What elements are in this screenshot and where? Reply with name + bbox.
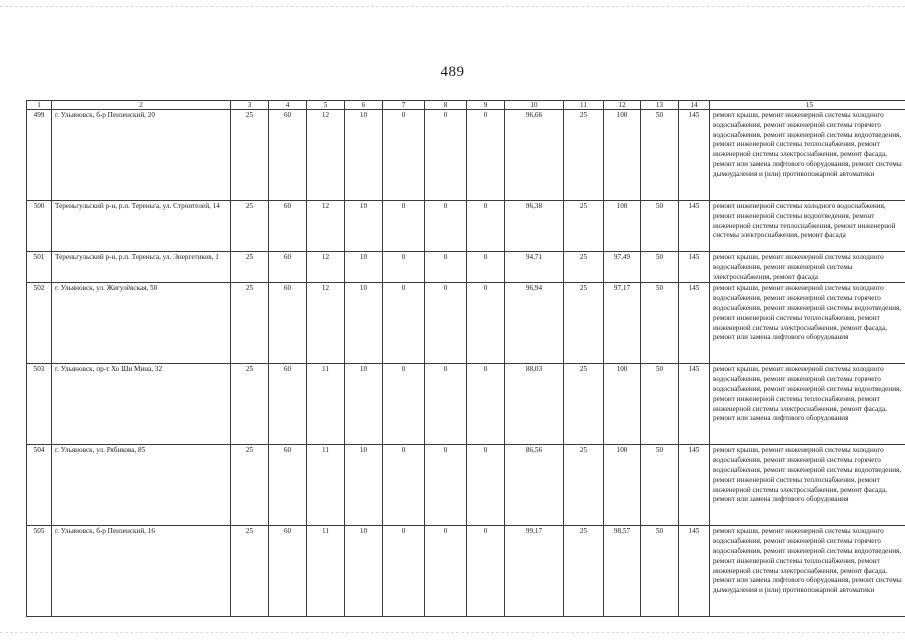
cell-col6: 10 — [345, 201, 383, 252]
address-cell: г. Ульяновск, б-р Пензенский, 16 — [52, 526, 231, 617]
cell-col9: 0 — [467, 445, 505, 526]
cell-col11: 25 — [564, 526, 604, 617]
works-cell: ремонт крыши, ремонт инженерной системы холодного водоснабжения, ремонт инженерной системы электроснабжения, ремонт фасада — [710, 252, 905, 283]
column-header-2: 2 — [52, 101, 231, 110]
row-number: 505 — [27, 526, 52, 617]
works-cell: ремонт крыши, ремонт инженерной системы холодного водоснабжения, ремонт инженерной системы горячего водоснабжения, ремонт инженерной системы водоотведения, ремонт инженерной системы теплоснабжения, ремонт инженерной системы электроснабжения, ремонт фасада, ремонт или замена лифтового оборудования — [710, 283, 905, 364]
address-cell: г. Ульяновск, ул. Жигулёвская, 50 — [52, 283, 231, 364]
cell-col8: 0 — [425, 201, 467, 252]
table-row — [27, 110, 905, 201]
cell-col7: 0 — [383, 364, 425, 445]
row-number: 500 — [27, 201, 52, 252]
table-row — [27, 283, 905, 364]
cell-col3: 25 — [231, 445, 269, 526]
cell-col4: 60 — [269, 526, 307, 617]
cell-col7: 0 — [383, 110, 425, 201]
cell-col8: 0 — [425, 364, 467, 445]
cell-col4: 60 — [269, 110, 307, 201]
address-cell: Тереньгульский р-н, р.п. Тереньга, ул. Энергетиков, 1 — [52, 252, 231, 283]
cell-col4: 60 — [269, 252, 307, 283]
cell-col9: 0 — [467, 201, 505, 252]
table-row — [27, 201, 905, 252]
cell-col13: 50 — [641, 110, 679, 201]
column-header-15: 15 — [710, 101, 905, 110]
cell-col8: 0 — [425, 445, 467, 526]
cell-col10: 94,71 — [505, 252, 564, 283]
cell-col4: 60 — [269, 364, 307, 445]
table-row — [27, 526, 905, 617]
cell-col12: 97,49 — [604, 252, 641, 283]
cell-col7: 0 — [383, 526, 425, 617]
row-number: 504 — [27, 445, 52, 526]
column-header-13: 13 — [641, 101, 679, 110]
cell-col6: 10 — [345, 110, 383, 201]
column-header-5: 5 — [307, 101, 345, 110]
cell-col13: 50 — [641, 445, 679, 526]
cell-col5: 11 — [307, 364, 345, 445]
cell-col6: 10 — [345, 364, 383, 445]
cell-col12: 97,17 — [604, 283, 641, 364]
cell-col14: 145 — [679, 110, 710, 201]
cell-col9: 0 — [467, 364, 505, 445]
cell-col14: 145 — [679, 364, 710, 445]
cell-col8: 0 — [425, 283, 467, 364]
column-header-7: 7 — [383, 101, 425, 110]
cell-col10: 96,94 — [505, 283, 564, 364]
address-cell: г. Ульяновск, ул. Рябикова, 85 — [52, 445, 231, 526]
cell-col10: 99,17 — [505, 526, 564, 617]
cell-col11: 25 — [564, 252, 604, 283]
column-header-9: 9 — [467, 101, 505, 110]
page-number: 489 — [440, 64, 465, 80]
table-header-row — [27, 101, 905, 110]
cell-col12: 100 — [604, 445, 641, 526]
cell-col13: 50 — [641, 364, 679, 445]
works-cell: ремонт крыши, ремонт инженерной системы холодного водоснабжения, ремонт инженерной системы горячего водоснабжения, ремонт инженерной системы водоотведения, ремонт инженерной системы теплоснабжения, ремонт инженерной системы электроснабжения, ремонт фасада, ремонт или замена лифтового оборудования — [710, 445, 905, 526]
cell-col13: 50 — [641, 526, 679, 617]
column-header-10: 10 — [505, 101, 564, 110]
repair-register-table — [26, 100, 905, 617]
scan-edge-top — [0, 6, 905, 9]
cell-col14: 145 — [679, 252, 710, 283]
cell-col5: 12 — [307, 252, 345, 283]
cell-col12: 100 — [604, 201, 641, 252]
cell-col13: 50 — [641, 283, 679, 364]
column-header-12: 12 — [604, 101, 641, 110]
cell-col5: 12 — [307, 283, 345, 364]
table-row — [27, 445, 905, 526]
cell-col10: 96,66 — [505, 110, 564, 201]
column-header-1: 1 — [27, 101, 52, 110]
column-header-6: 6 — [345, 101, 383, 110]
address-cell: Тереньгульский р-н, р.п. Тереньга, ул. Строителей, 14 — [52, 201, 231, 252]
cell-col12: 100 — [604, 110, 641, 201]
works-cell: ремонт инженерной системы холодного водоснабжения, ремонт инженерной системы водоотведения, ремонт инженерной системы теплоснабжения, ремонт инженерной системы электроснабжения, ремонт фасада — [710, 201, 905, 252]
cell-col14: 145 — [679, 201, 710, 252]
cell-col10: 88,03 — [505, 364, 564, 445]
cell-col7: 0 — [383, 283, 425, 364]
cell-col10: 86,56 — [505, 445, 564, 526]
cell-col6: 10 — [345, 283, 383, 364]
works-cell: ремонт крыши, ремонт инженерной системы холодного водоснабжения, ремонт инженерной системы горячего водоснабжения, ремонт инженерной системы водоотведения, ремонт инженерной системы теплоснабжения, ремонт инженерной системы электроснабжения, ремонт фасада, ремонт или замена лифтового оборудования, ремонт системы дымоудаления и (или) противопожарной автоматики — [710, 526, 905, 617]
column-header-3: 3 — [231, 101, 269, 110]
row-number: 501 — [27, 252, 52, 283]
cell-col9: 0 — [467, 526, 505, 617]
row-number: 503 — [27, 364, 52, 445]
cell-col6: 10 — [345, 526, 383, 617]
cell-col4: 60 — [269, 201, 307, 252]
cell-col3: 25 — [231, 252, 269, 283]
address-cell: г. Ульяновск, б-р Пензенский, 20 — [52, 110, 231, 201]
cell-col13: 50 — [641, 201, 679, 252]
cell-col5: 12 — [307, 110, 345, 201]
column-header-4: 4 — [269, 101, 307, 110]
column-header-14: 14 — [679, 101, 710, 110]
scan-edge-bottom — [0, 632, 905, 635]
cell-col11: 25 — [564, 364, 604, 445]
cell-col7: 0 — [383, 445, 425, 526]
cell-col9: 0 — [467, 283, 505, 364]
cell-col9: 0 — [467, 110, 505, 201]
cell-col11: 25 — [564, 445, 604, 526]
table-row — [27, 252, 905, 283]
cell-col12: 98,57 — [604, 526, 641, 617]
column-header-11: 11 — [564, 101, 604, 110]
cell-col11: 25 — [564, 283, 604, 364]
cell-col6: 10 — [345, 252, 383, 283]
cell-col11: 25 — [564, 201, 604, 252]
cell-col8: 0 — [425, 526, 467, 617]
cell-col7: 0 — [383, 201, 425, 252]
cell-col9: 0 — [467, 252, 505, 283]
cell-col11: 25 — [564, 110, 604, 201]
cell-col14: 145 — [679, 283, 710, 364]
cell-col3: 25 — [231, 110, 269, 201]
row-number: 499 — [27, 110, 52, 201]
cell-col4: 60 — [269, 445, 307, 526]
cell-col3: 25 — [231, 201, 269, 252]
cell-col4: 60 — [269, 283, 307, 364]
cell-col5: 11 — [307, 526, 345, 617]
cell-col14: 145 — [679, 445, 710, 526]
row-number: 502 — [27, 283, 52, 364]
address-cell: г. Ульяновск, пр-т Хо Ши Мина, 32 — [52, 364, 231, 445]
table-row — [27, 364, 905, 445]
cell-col12: 100 — [604, 364, 641, 445]
cell-col6: 10 — [345, 445, 383, 526]
cell-col8: 0 — [425, 252, 467, 283]
cell-col3: 25 — [231, 364, 269, 445]
cell-col5: 11 — [307, 445, 345, 526]
cell-col3: 25 — [231, 526, 269, 617]
works-cell: ремонт крыши, ремонт инженерной системы холодного водоснабжения, ремонт инженерной системы горячего водоснабжения, ремонт инженерной системы водоотведения, ремонт инженерной системы теплоснабжения, ремонт инженерной системы электроснабжения, ремонт фасада, ремонт или замена лифтового оборудования, ремонт системы дымоудаления и (или) противопожарной автоматики — [710, 110, 905, 201]
cell-col5: 12 — [307, 201, 345, 252]
cell-col3: 25 — [231, 283, 269, 364]
cell-col13: 50 — [641, 252, 679, 283]
cell-col14: 145 — [679, 526, 710, 617]
cell-col10: 96,38 — [505, 201, 564, 252]
column-header-8: 8 — [425, 101, 467, 110]
works-cell: ремонт крыши, ремонт инженерной системы холодного водоснабжения, ремонт инженерной системы горячего водоснабжения, ремонт инженерной системы водоотведения, ремонт инженерной системы теплоснабжения, ремонт инженерной системы электроснабжения, ремонт фасада, ремонт или замена лифтового оборудования — [710, 364, 905, 445]
cell-col7: 0 — [383, 252, 425, 283]
cell-col8: 0 — [425, 110, 467, 201]
